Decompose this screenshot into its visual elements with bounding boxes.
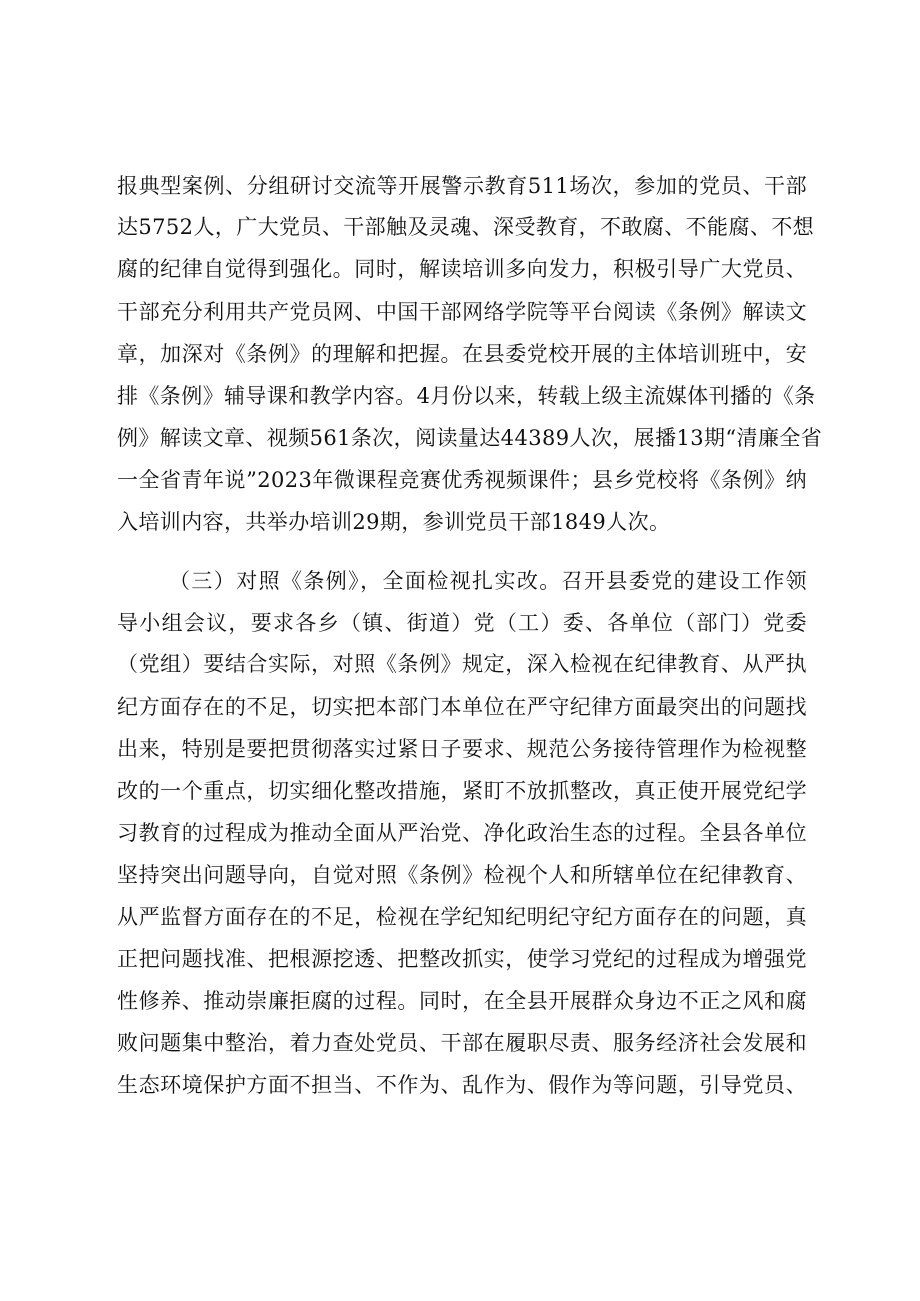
body-text-line: 章，加深对《条例》的理解和把握。在县委党校开展的主体培训班中，安 bbox=[117, 342, 807, 366]
body-text-line: 纪方面存在的不足，切实把本部门本单位在严守纪律方面最突出的问题找 bbox=[117, 695, 807, 719]
body-text-line: 从严监督方面存在的不足，检视在学纪知纪明纪守纪方面存在的问题，真 bbox=[117, 905, 807, 929]
body-text-line: 例》解读文章、视频561条次，阅读量达44389人次，展播13期“清廉全省 bbox=[117, 426, 823, 450]
body-text-line: 习教育的过程成为推动全面从严治党、净化政治生态的过程。全县各单位 bbox=[117, 821, 807, 845]
body-text-line: 一全省青年说”2023年微课程竞赛优秀视频课件；县乡党校将《条例》纳 bbox=[117, 468, 807, 492]
body-text-line: 改的一个重点，切实细化整改措施，紧盯不放抓整改，真正使开展党纪学 bbox=[117, 779, 807, 803]
body-text-line: 达5752人，广大党员、干部触及灵魂、深受教育，不敢腐、不能腐、不想 bbox=[117, 215, 815, 239]
body-text-line: 生态环境保护方面不担当、不作为、乱作为、假作为等问题，引导党员、 bbox=[117, 1073, 807, 1097]
body-text-line: 报典型案例、分组研讨交流等开展警示教育511场次，参加的党员、干部 bbox=[117, 174, 807, 198]
body-text-line: 坚持突出问题导向，自觉对照《条例》检视个人和所辖单位在纪律教育、 bbox=[117, 863, 807, 887]
body-text-line: 腐的纪律自觉得到强化。同时，解读培训多向发力，积极引导广大党员、 bbox=[117, 257, 807, 281]
body-text-line: 出来，特别是要把贯彻落实过紧日子要求、规范公务接待管理作为检视整 bbox=[117, 737, 807, 761]
body-text-line: 导小组会议，要求各乡（镇、街道）党（工）委、各单位（部门）党委 bbox=[117, 611, 807, 635]
section-heading-line: （三）对照《条例》，全面检视扎实改。召开县委党的建设工作领 bbox=[169, 569, 807, 593]
body-text-line: 正把问题找准、把根源挖透、把整改抓实，使学习党纪的过程成为增强党 bbox=[117, 947, 807, 971]
body-text-line: 入培训内容，共举办培训29期，参训党员干部1849人次。 bbox=[117, 510, 671, 534]
body-text-line: 干部充分利用共产党员网、中国干部网络学院等平台阅读《条例》解读文 bbox=[117, 300, 807, 324]
body-text-line: 排《条例》辅导课和教学内容。4月份以来，转载上级主流媒体刊播的《条 bbox=[117, 384, 816, 408]
body-text-line: 败问题集中整治，着力查处党员、干部在履职尽责、服务经济社会发展和 bbox=[117, 1031, 807, 1055]
body-text-line: （党组）要结合实际，对照《条例》规定，深入检视在纪律教育、从严执 bbox=[117, 652, 807, 676]
body-text-line: 性修养、推动崇廉拒腐的过程。同时，在全县开展群众身边不正之风和腐 bbox=[117, 989, 807, 1013]
